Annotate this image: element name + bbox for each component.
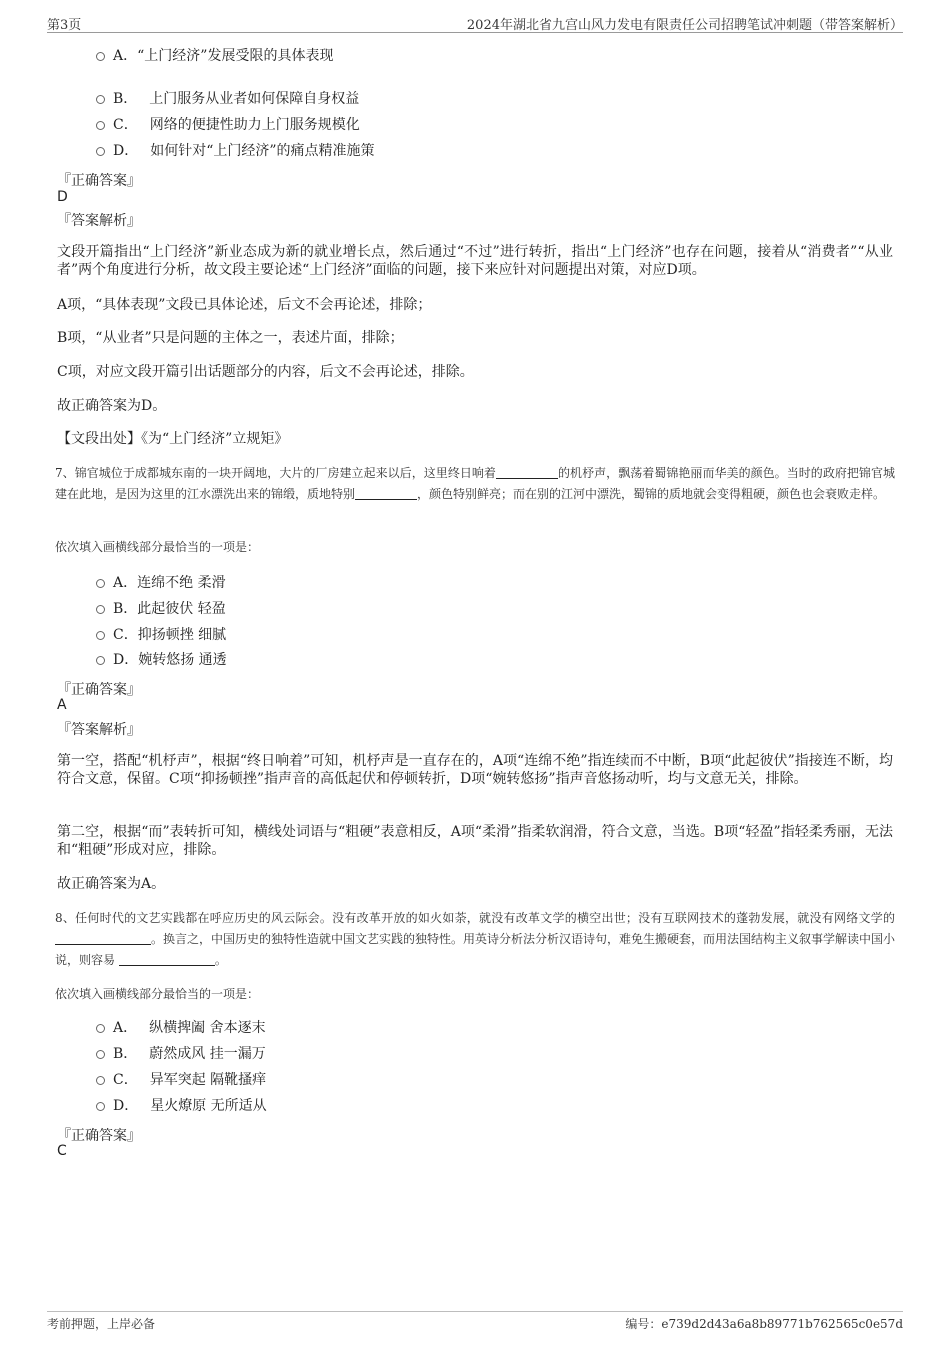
option-key: B． [113,91,138,107]
radio-icon[interactable] [96,579,105,588]
q8-instruction: 依次填入画横线部分最恰当的一项是： [55,987,260,1001]
option-key: C． [113,627,138,643]
page-number: 第3页 [47,18,82,33]
page-header [47,12,903,33]
fill-blank [119,953,215,966]
radio-icon[interactable] [96,605,105,614]
radio-icon[interactable] [96,147,105,156]
fill-blank [355,487,417,500]
q6-answer: D [57,189,68,205]
q7-answer-label: 『正确答案』 [57,682,141,698]
q6-analysis-paragraph: 故正确答案为D。 [57,398,167,414]
option-key: C． [113,117,138,133]
q8-question [55,908,895,971]
option-text: 网络的便捷性助力上门服务规模化 [149,117,360,133]
option-key: A． [113,575,138,591]
option-key: C． [113,1072,138,1088]
radio-icon[interactable] [96,1076,105,1085]
q8-answer-label: 『正确答案』 [57,1128,141,1144]
option-key: A． [113,1020,138,1036]
q6-option-a[interactable] [96,46,333,66]
document-id: 编号：e739d2d43a6a8b89771b762565c0e57d [625,1317,903,1331]
q7-text: 的机杼声，飘荡着蜀锦艳丽而华美的颜色。当时的政府把锦官城建在此地，是因为这里的江水漂洗出来的锦缎，质地特别 [55,466,895,501]
q7-option-c[interactable] [96,625,226,645]
option-key: B． [113,601,138,617]
radio-icon[interactable] [96,1050,105,1059]
q6-option-d[interactable] [96,141,375,161]
q7-answer: A [57,697,67,713]
q7-instruction: 依次填入画横线部分最恰当的一项是： [55,540,260,554]
document-title: 2024年湖北省九宫山风力发电有限责任公司招聘笔试冲刺题（带答案解析） [466,18,903,33]
radio-icon[interactable] [96,95,105,104]
option-text: 上门服务从业者如何保障自身权益 [149,91,360,107]
option-key: D． [113,652,139,668]
option-text: 如何针对“上门经济”的痛点精准施策 [150,143,375,159]
option-key: A． [113,48,138,64]
radio-icon[interactable] [96,631,105,640]
q6-option-c[interactable] [96,115,360,135]
option-key: D． [113,1098,139,1114]
q7-analysis-paragraph: 第一空，搭配“机杼声”，根据“终日响着”可知，机杼声是一直存在的，A项“连绵不绝”指连续而不中断，B项“此起彼伏”指接连不断，均符合文意，保留。C项“抑扬顿挫”指声音的高低起伏和停顿转折，D项“婉转悠扬”指声音悠扬动听，均与文意无关，排除。 [57,753,893,787]
option-key: B． [113,1046,138,1062]
q8-text: 。 [214,953,227,967]
option-text: 异军突起 隔靴搔痒 [149,1072,267,1088]
q8-option-d[interactable] [96,1096,267,1116]
q7-option-b[interactable] [96,599,226,619]
q8-option-a[interactable] [96,1018,266,1038]
radio-icon[interactable] [96,1102,105,1111]
q6-option-b[interactable] [96,89,359,109]
fill-blank [55,932,151,945]
q7-text: ，颜色特别鲜亮；而在别的江河中漂洗，蜀锦的质地就会变得粗硬，颜色也会衰败走样。 [417,487,886,501]
q8-option-b[interactable] [96,1044,266,1064]
q7-analysis-label: 『答案解析』 [57,722,141,738]
option-text: 连绵不绝 柔滑 [137,575,226,591]
q6-analysis-paragraph: C项，对应文段开篇引出话题部分的内容，后文不会再论述，排除。 [57,364,474,380]
q7-analysis-paragraph: 第二空，根据“而”表转折可知，横线处词语与“粗硬”表意相反，A项“柔滑”指柔软润滑，符合文意，当选。B项“轻盈”指轻柔秀丽，无法和“粗硬”形成对应，排除。 [57,824,893,858]
q6-analysis-paragraph: B项，“从业者”只是问题的主体之一，表述片面，排除； [57,330,404,346]
q7-text: 7、锦官城位于成都城东南的一块开阔地，大片的厂房建立起来以后，这里终日响着 [55,466,496,480]
q6-source: 【文段出处】《为“上门经济”立规矩》 [57,431,289,447]
q8-option-c[interactable] [96,1070,266,1090]
fill-blank [496,466,558,479]
option-text: 星火燎原 无所适从 [150,1098,267,1114]
option-text: 蔚然成风 挂一漏万 [149,1046,266,1062]
option-key: D． [113,143,139,159]
q8-text: 8、任何时代的文艺实践都在呼应历史的风云际会。没有改革开放的如火如荼，就没有改革文学的横空出世；没有互联网技术的蓬勃发展，就没有网络文学的 [55,911,895,925]
option-text: 纵横捭阖 舍本逐末 [149,1020,266,1036]
radio-icon[interactable] [96,121,105,130]
q7-option-a[interactable] [96,573,226,593]
q7-option-d[interactable] [96,650,227,670]
radio-icon[interactable] [96,656,105,665]
q7-question [55,463,895,505]
option-text: 抑扬顿挫 细腻 [137,627,227,643]
q6-answer-label: 『正确答案』 [57,173,141,189]
option-text: “上门经济”发展受限的具体表现 [137,48,334,64]
q8-answer: C [57,1143,67,1159]
radio-icon[interactable] [96,1024,105,1033]
option-text: 此起彼伏 轻盈 [137,601,226,617]
footer-slogan: 考前押题，上岸必备 [47,1317,156,1331]
q6-analysis-paragraph: A项，“具体表现”文段已具体论述，后文不会再论述，排除； [57,297,432,313]
q8-text: 。换言之，中国历史的独特性造就中国文艺实践的独特性。用英诗分析法分析汉语诗句，难免生搬硬套，而用法国结构主义叙事学解读中国小说，则容易 [55,932,896,967]
q6-analysis-paragraph: 文段开篇指出“上门经济”新业态成为新的就业增长点，然后通过“不过”进行转折，指出“上门经济”也存在问题，接着从“消费者”“从业者”两个角度进行分析，故文段主要论述“上门经济”面临的问题，接下来应针对问题提出对策，对应D项。 [57,244,893,278]
page-footer [47,1311,903,1331]
q7-analysis-paragraph: 故正确答案为A。 [57,876,166,892]
q6-analysis-label: 『答案解析』 [57,213,141,229]
radio-icon[interactable] [96,52,105,61]
option-text: 婉转悠扬 通透 [138,652,227,668]
